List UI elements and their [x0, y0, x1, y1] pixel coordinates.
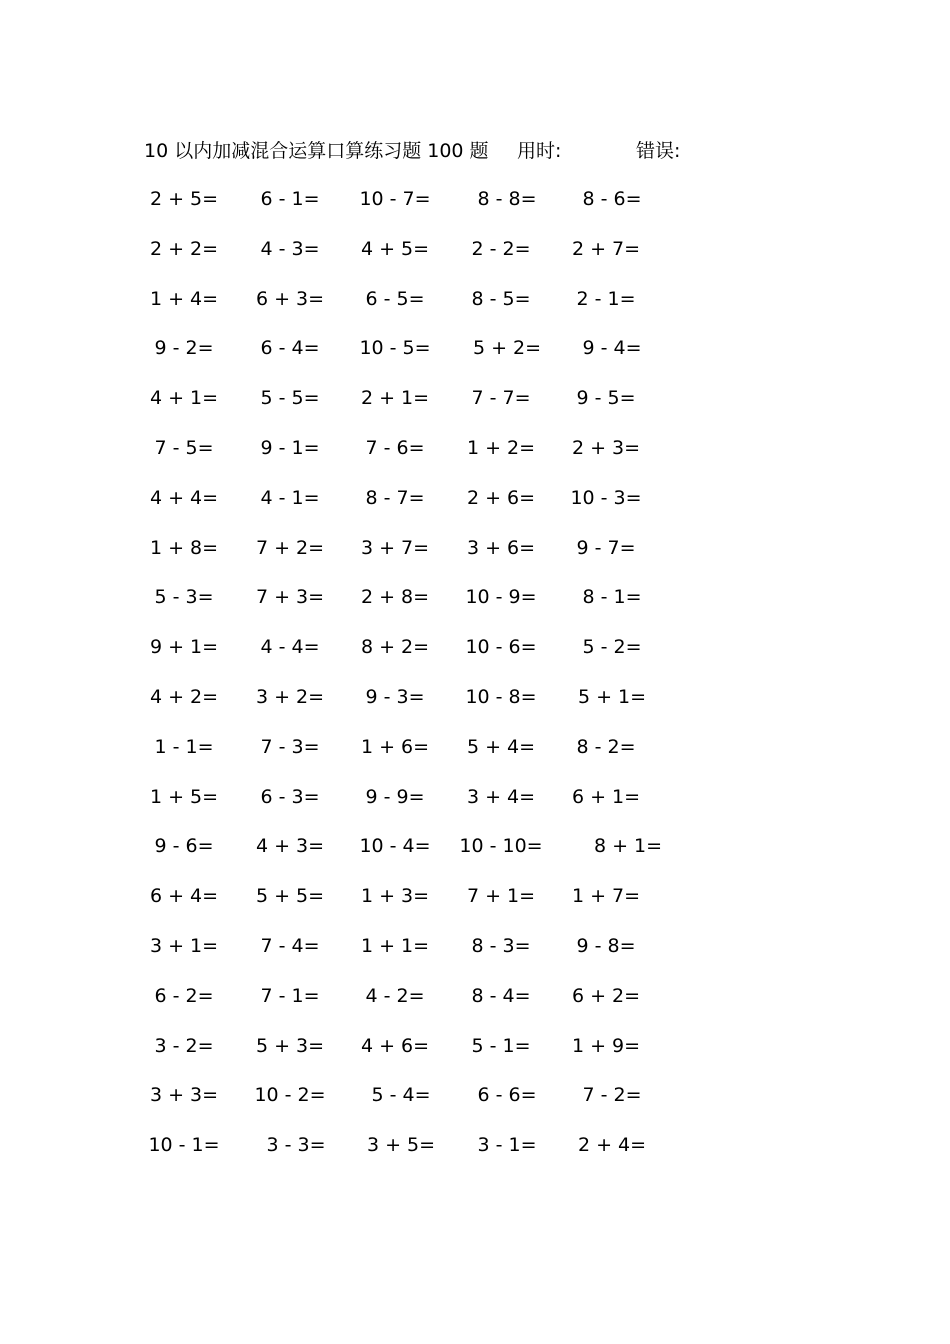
- arithmetic-problem: 9 - 1=: [260, 436, 320, 459]
- arithmetic-problem: 3 + 2=: [255, 685, 325, 708]
- problem-row: [0, 881, 950, 931]
- problem-row: [0, 383, 950, 433]
- arithmetic-problem: 10 - 3=: [570, 486, 642, 509]
- arithmetic-problem: 5 - 2=: [582, 636, 642, 659]
- arithmetic-problem: 2 - 2=: [471, 237, 531, 260]
- arithmetic-problem: 5 + 5=: [255, 885, 325, 908]
- arithmetic-problem: 4 - 4=: [260, 636, 320, 659]
- arithmetic-problem: 5 - 4=: [371, 1084, 431, 1107]
- arithmetic-problem: 6 - 2=: [154, 984, 214, 1007]
- problem-row: [0, 831, 950, 881]
- arithmetic-problem: 5 + 1=: [577, 685, 647, 708]
- arithmetic-problem: 8 + 1=: [593, 835, 663, 858]
- arithmetic-problem: 2 - 1=: [576, 287, 636, 310]
- arithmetic-problem: 3 + 3=: [149, 1084, 219, 1107]
- arithmetic-problem: 6 + 3=: [255, 287, 325, 310]
- arithmetic-problem: 6 + 2=: [571, 984, 641, 1007]
- problem-row: [0, 782, 950, 832]
- arithmetic-problem: 9 - 4=: [582, 337, 642, 360]
- problem-row: [0, 533, 950, 583]
- arithmetic-problem: 8 - 3=: [471, 934, 531, 957]
- arithmetic-problem: 6 - 1=: [260, 188, 320, 210]
- arithmetic-problem: 7 - 1=: [260, 984, 320, 1007]
- arithmetic-problem: 7 - 3=: [260, 735, 320, 758]
- arithmetic-problem: 3 + 5=: [366, 1134, 436, 1157]
- problem-row: [0, 333, 950, 383]
- errors-label: 错误:: [636, 140, 681, 162]
- arithmetic-problem: 2 + 1=: [360, 387, 430, 410]
- arithmetic-problem: 1 + 2=: [466, 436, 536, 459]
- arithmetic-problem: 10 - 4=: [359, 835, 431, 858]
- arithmetic-problem: 9 - 3=: [365, 685, 425, 708]
- worksheet-header: [0, 136, 950, 166]
- arithmetic-problem: 2 + 3=: [571, 436, 641, 459]
- arithmetic-problem: 7 - 2=: [582, 1084, 642, 1107]
- arithmetic-problem: 8 + 2=: [360, 636, 430, 659]
- arithmetic-problem: 6 + 4=: [149, 885, 219, 908]
- arithmetic-problem: 1 + 8=: [149, 536, 219, 559]
- arithmetic-problem: 5 - 1=: [471, 1034, 531, 1057]
- arithmetic-problem: 9 - 6=: [154, 835, 214, 858]
- arithmetic-problem: 8 - 8=: [477, 188, 537, 210]
- arithmetic-problem: 1 + 4=: [149, 287, 219, 310]
- arithmetic-problem: 3 + 4=: [466, 785, 536, 808]
- arithmetic-problem: 7 - 5=: [154, 436, 214, 459]
- problem-row: [0, 582, 950, 632]
- arithmetic-problem: 10 - 8=: [465, 685, 537, 708]
- arithmetic-problem: 9 - 7=: [576, 536, 636, 559]
- arithmetic-problem: 10 - 10=: [459, 835, 543, 858]
- arithmetic-problem: 10 - 9=: [465, 586, 537, 609]
- arithmetic-problem: 8 - 4=: [471, 984, 531, 1007]
- arithmetic-problem: 1 + 6=: [360, 735, 430, 758]
- arithmetic-problem: 7 - 7=: [471, 387, 531, 410]
- arithmetic-problem: 4 + 2=: [149, 685, 219, 708]
- arithmetic-problem: 9 - 5=: [576, 387, 636, 410]
- problem-row: [0, 284, 950, 334]
- problem-row: [0, 981, 950, 1031]
- arithmetic-problem: 4 - 2=: [365, 984, 425, 1007]
- arithmetic-problem: 2 + 6=: [466, 486, 536, 509]
- arithmetic-problem: 2 + 4=: [577, 1134, 647, 1157]
- problem-grid: [0, 184, 950, 1180]
- arithmetic-problem: 4 + 6=: [360, 1034, 430, 1057]
- arithmetic-problem: 7 + 1=: [466, 885, 536, 908]
- arithmetic-problem: 1 - 1=: [154, 735, 214, 758]
- arithmetic-problem: 7 - 4=: [260, 934, 320, 957]
- arithmetic-problem: 4 - 1=: [260, 486, 320, 509]
- arithmetic-problem: 1 + 1=: [360, 934, 430, 957]
- problem-row: [0, 234, 950, 284]
- arithmetic-problem: 2 + 5=: [149, 188, 219, 210]
- arithmetic-problem: 6 - 4=: [260, 337, 320, 360]
- arithmetic-problem: 1 + 5=: [149, 785, 219, 808]
- arithmetic-problem: 8 - 1=: [582, 586, 642, 609]
- arithmetic-problem: 6 + 1=: [571, 785, 641, 808]
- arithmetic-problem: 2 + 8=: [360, 586, 430, 609]
- arithmetic-problem: 4 + 3=: [255, 835, 325, 858]
- problem-row: [0, 433, 950, 483]
- arithmetic-problem: 3 + 1=: [149, 934, 219, 957]
- arithmetic-problem: 9 - 9=: [365, 785, 425, 808]
- arithmetic-problem: 3 + 6=: [466, 536, 536, 559]
- arithmetic-problem: 10 - 1=: [148, 1134, 220, 1157]
- problem-row: [0, 1031, 950, 1081]
- arithmetic-problem: 5 - 3=: [154, 586, 214, 609]
- arithmetic-problem: 5 + 4=: [466, 735, 536, 758]
- arithmetic-problem: 9 + 1=: [149, 636, 219, 659]
- arithmetic-problem: 7 + 2=: [255, 536, 325, 559]
- arithmetic-problem: 4 - 3=: [260, 237, 320, 260]
- arithmetic-problem: 5 - 5=: [260, 387, 320, 410]
- problem-row: [0, 632, 950, 682]
- problem-row: [0, 1080, 950, 1130]
- problem-row: [0, 931, 950, 981]
- arithmetic-problem: 10 - 7=: [359, 188, 431, 210]
- arithmetic-problem: 3 + 7=: [360, 536, 430, 559]
- arithmetic-problem: 8 - 2=: [576, 735, 636, 758]
- problem-row: [0, 184, 950, 234]
- arithmetic-problem: 7 + 3=: [255, 586, 325, 609]
- arithmetic-problem: 4 + 4=: [149, 486, 219, 509]
- arithmetic-problem: 3 - 3=: [266, 1134, 326, 1157]
- arithmetic-problem: 4 + 1=: [149, 387, 219, 410]
- problem-row: [0, 682, 950, 732]
- arithmetic-problem: 1 + 9=: [571, 1034, 641, 1057]
- arithmetic-problem: 10 - 5=: [359, 337, 431, 360]
- arithmetic-problem: 7 - 6=: [365, 436, 425, 459]
- arithmetic-problem: 1 + 3=: [360, 885, 430, 908]
- time-used-label: 用时:: [517, 140, 562, 162]
- arithmetic-problem: 1 + 7=: [571, 885, 641, 908]
- arithmetic-problem: 8 - 5=: [471, 287, 531, 310]
- arithmetic-problem: 8 - 7=: [365, 486, 425, 509]
- problem-row: [0, 483, 950, 533]
- arithmetic-problem: 2 + 7=: [571, 237, 641, 260]
- arithmetic-problem: 5 + 2=: [472, 337, 542, 360]
- problem-row: [0, 1130, 950, 1180]
- arithmetic-problem: 10 - 6=: [465, 636, 537, 659]
- arithmetic-problem: 5 + 3=: [255, 1034, 325, 1057]
- arithmetic-problem: 6 - 5=: [365, 287, 425, 310]
- arithmetic-problem: 4 + 5=: [360, 237, 430, 260]
- arithmetic-problem: 10 - 2=: [254, 1084, 326, 1107]
- arithmetic-problem: 9 - 2=: [154, 337, 214, 360]
- arithmetic-problem: 3 - 2=: [154, 1034, 214, 1057]
- arithmetic-problem: 2 + 2=: [149, 237, 219, 260]
- worksheet-title: 10 以内加减混合运算口算练习题 100 题: [144, 140, 489, 162]
- arithmetic-problem: 9 - 8=: [576, 934, 636, 957]
- arithmetic-problem: 6 - 3=: [260, 785, 320, 808]
- arithmetic-problem: 6 - 6=: [477, 1084, 537, 1107]
- arithmetic-problem: 3 - 1=: [477, 1134, 537, 1157]
- problem-row: [0, 732, 950, 782]
- arithmetic-problem: 8 - 6=: [582, 188, 642, 210]
